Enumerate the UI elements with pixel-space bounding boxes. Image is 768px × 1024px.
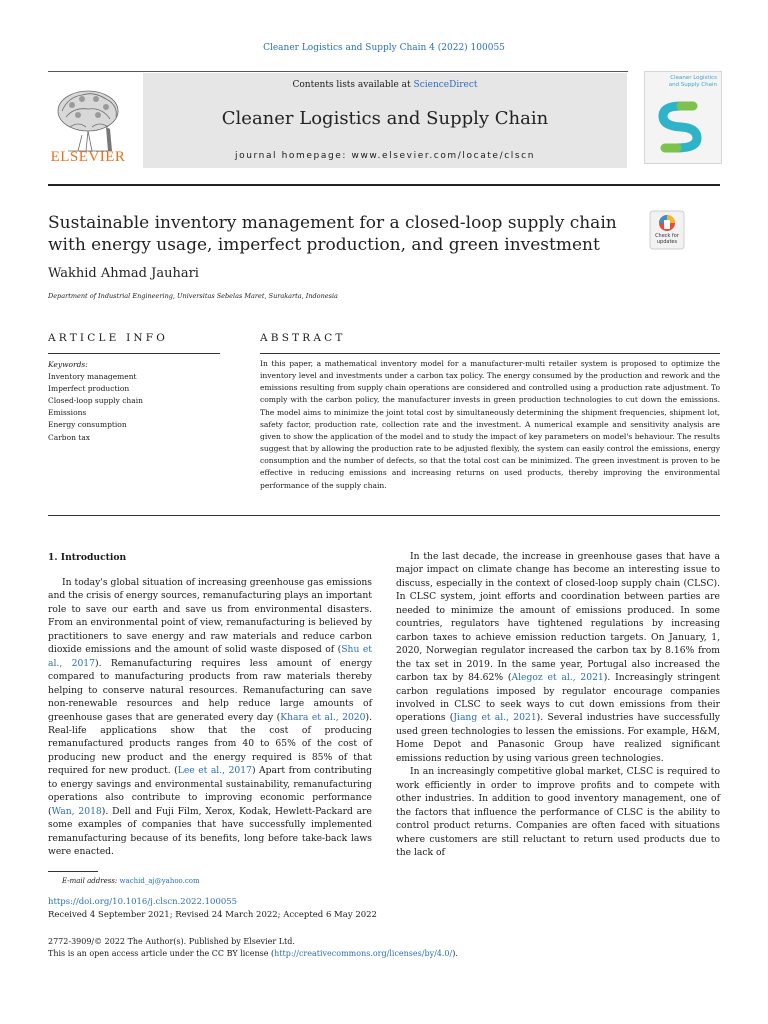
author-name: Wakhid Ahmad Jauhari bbox=[48, 266, 199, 281]
citation-link[interactable]: Wan, 2018 bbox=[51, 805, 102, 817]
header-rule bbox=[48, 71, 628, 72]
paragraph bbox=[396, 550, 720, 765]
text-run: In the last decade, the increase in greenhouse gases that have a major impact on climate change has become an interesting issue to discuss, especially in the context of closed-loop supply chain (CLSC). In CLSC system, joint efforts and coordination between parties are needed to minimize the amount of emissions produced. In some countries, regulators have tightened regulations by increasing carbon taxes to achieve emission reduction targets. On January, 1, 2020, Norwegian regulator increased the carbon tax by 8.16% from the tax set in 2019. In the same year, Portugal also increased the carbon tax by 84.62% ( bbox=[396, 551, 720, 684]
license-link[interactable]: http://creativecommons.org/licenses/by/4.0/ bbox=[274, 949, 453, 958]
journal-citation[interactable]: Cleaner Logistics and Supply Chain 4 (2022) 100055 bbox=[263, 43, 505, 53]
keyword-item: Inventory management bbox=[48, 372, 137, 382]
abstract-heading: ABSTRACT bbox=[260, 332, 346, 344]
cover-title: Cleaner Logistics and Supply Chain bbox=[668, 75, 717, 88]
author-affiliation: Department of Industrial Engineering, Universitas Sebelas Maret, Surakarta, Indonesia bbox=[48, 292, 338, 300]
contents-availability bbox=[143, 80, 627, 90]
section-rule bbox=[48, 353, 220, 354]
paragraph bbox=[48, 576, 372, 859]
crossmark-label: Check for updates bbox=[655, 233, 679, 245]
article-info-heading: ARTICLE INFO bbox=[48, 332, 169, 344]
text-run: ). Real-life applications show that the cost of producing remanufactured products ranges from 40 to 65% of the cost of producing new product and the energy required is 85% of that required for new product. ( bbox=[48, 711, 372, 777]
text-run: ). Increasingly stringent carbon regulations imposed by regulator encourage companies involved in CLSC to seek ways to cut down emissions from their operations ( bbox=[396, 672, 720, 724]
citation-link[interactable]: Khara et al., 2020 bbox=[280, 711, 366, 723]
license-prefix: This is an open access article under the CC BY license ( bbox=[48, 949, 275, 958]
email-link[interactable]: wachid_aj@yahoo.com bbox=[119, 877, 200, 885]
footnote-rule bbox=[48, 871, 98, 872]
paragraph: In an increasingly competitive global market, CLSC is required to work efficiently in order to improve profits and to compete with other industries. In addition to good inventory management, one of the factors that influence the performance of CLSC is the ability to control product returns. Companies are often faced with situations where customers are still reluctant to return used products due to the lack of bbox=[396, 766, 720, 858]
text-run: ). Several industries have successfully used green technologies to lessen the emissions. For example, H&M, Home Depot and Panasonic Group have realized significant emissions reduction by using various green technologies. bbox=[396, 712, 720, 764]
author-email-footnote bbox=[62, 877, 200, 885]
sciencedirect-link[interactable]: ScienceDirect bbox=[413, 80, 478, 90]
citation-link[interactable]: Jiang et al., 2021 bbox=[453, 712, 537, 724]
email-label: E-mail address: bbox=[62, 877, 118, 885]
received-dates: Received 4 September 2021; Revised 24 March 2022; Accepted 6 May 2022 bbox=[48, 910, 377, 920]
introduction-heading: 1. Introduction bbox=[48, 552, 127, 563]
keyword-item: Emissions bbox=[48, 408, 87, 418]
license-statement bbox=[48, 949, 458, 958]
doi-link[interactable]: https://doi.org/10.1016/j.clscn.2022.100055 bbox=[48, 897, 238, 907]
keywords-label: Keywords: bbox=[48, 360, 88, 369]
journal-cover-thumbnail[interactable] bbox=[644, 71, 722, 164]
check-for-updates-badge[interactable] bbox=[649, 210, 685, 250]
contents-prefix: Contents lists available at bbox=[292, 80, 414, 90]
keyword-item: Carbon tax bbox=[48, 432, 91, 442]
article-title: Sustainable inventory management for a closed-loop supply chain with energy usage, imperfect production, and green investment bbox=[48, 213, 617, 255]
elsevier-wordmark: ELSEVIER bbox=[50, 149, 126, 165]
cover-graphic bbox=[647, 94, 719, 160]
text-run: ) Apart from contributing to energy savings and environmental sustainability, remanufacturing operations also contribute to improving economic performance ( bbox=[48, 765, 372, 817]
keywords-list bbox=[48, 359, 218, 444]
text-run: ). Remanufacturing requires less amount of energy compared to manufacturing products from raw materials thereby helping to conserve natural resources. Remanufacturing can save non-renewable resources and help reduce large amounts of greenhouse gases that are generated every day ( bbox=[48, 657, 372, 723]
right-column bbox=[396, 550, 720, 859]
section-rule bbox=[260, 353, 720, 354]
text-run: In today's global situation of increasing greenhouse gas emissions and the crisis of energy sources, remanufacturing plays an important role to save our earth and save us from environmental disasters. From an environmental point of view, remanufacturing is believed by practitioners to save energy and raw materials and reduce carbon dioxide emissions and the amount of solid waste disposed of ( bbox=[48, 577, 372, 656]
license-suffix: ). bbox=[452, 949, 458, 958]
text-run: ). Dell and Fuji Film, Xerox, Kodak, Hewlett-Packard are some examples of companies that have successfully implemented remanufacturing because of its benefits, long before take-back laws were enacted. bbox=[48, 805, 372, 858]
abstract-text: In this paper, a mathematical inventory model for a manufacturer-multi retailer system is proposed to optimize the inventory level and investments under a carbon tax policy. The energy consumed by the production and rework and the emissions resulting from supply chain operations are considered and controlled using a production rate adjustment. To comply with the carbon policy, the manufacturer invests in green production technologies to cut down the emissions. The model aims to minimize the joint total cost by simultaneously determining the shipment frequencies, shipment lot, safety factor, production rate, collection rate and the investment. A numerical example and sensitivity analysis are given to show the application of the model and to study the impact of key parameters on model's behaviour. The results suggest that by allowing the production rate to be adjusted flexibly, the system can easily control the emissions, energy consumption and the number of defects, so that the total cost can be minimized. The green investment is proven to be effective in reducing emissions and increasing returns on used products, thereby improving the environmental performance of the supply chain. bbox=[260, 359, 720, 490]
header-rule-thick bbox=[48, 184, 720, 186]
journal-title: Cleaner Logistics and Supply Chain bbox=[221, 108, 549, 129]
citation-link[interactable]: Lee et al., 2017 bbox=[177, 765, 252, 777]
citation-link[interactable]: Alegoz et al., 2021 bbox=[511, 672, 604, 684]
keyword-item: Imperfect production bbox=[48, 384, 130, 394]
issn-copyright: 2772-3909/© 2022 The Author(s). Published by Elsevier Ltd. bbox=[48, 937, 295, 946]
citation-link[interactable]: Shu et al., 2017 bbox=[48, 644, 372, 669]
left-column bbox=[48, 576, 372, 859]
section-rule bbox=[48, 515, 720, 516]
keyword-item: Energy consumption bbox=[48, 420, 127, 430]
keyword-item: Closed-loop supply chain bbox=[48, 396, 143, 406]
journal-homepage[interactable]: journal homepage: www.elsevier.com/locate/clscn bbox=[234, 151, 535, 161]
